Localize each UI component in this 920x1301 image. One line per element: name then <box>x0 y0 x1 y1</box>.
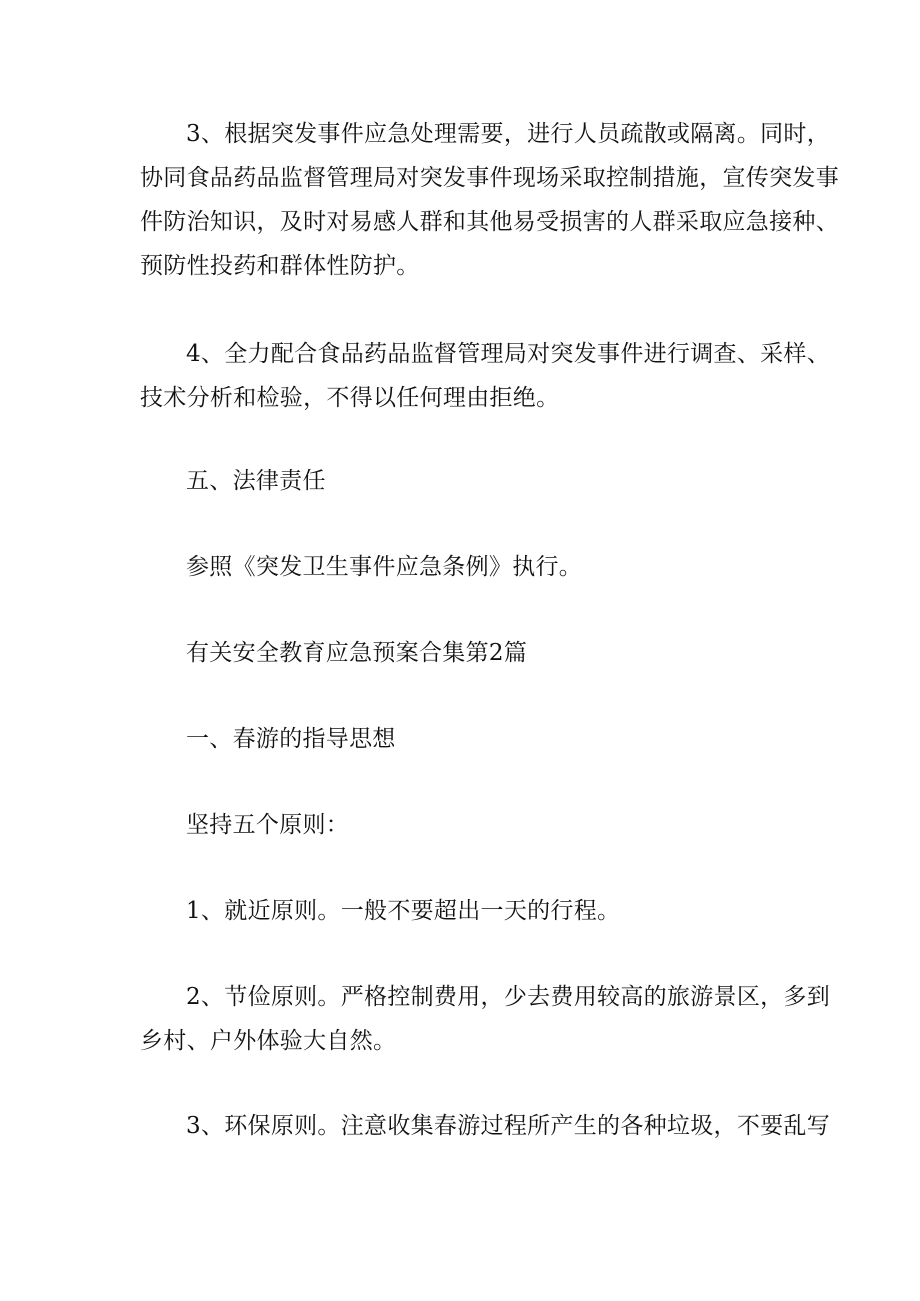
section-heading-spring: 一、春游的指导思想 <box>186 726 396 752</box>
text-line: 预防性投药和群体性防护。 <box>140 253 420 279</box>
text-line: 技术分析和检验，不得以任何理由拒绝。 <box>140 385 560 411</box>
text-line: 乡村、户外体验大自然。 <box>140 1028 397 1054</box>
text-line: 3、环保原则。注意收集春游过程所产生的各种垃圾，不要乱写 <box>186 1113 831 1139</box>
text-line: 3、根据突发事件应急处理需要，进行人员疏散或隔离。同时， <box>186 121 831 147</box>
section-heading-legal: 五、法律责任 <box>186 468 326 494</box>
text-line: 2、节俭原则。严格控制费用，少去费用较高的旅游景区，多到 <box>186 984 831 1010</box>
paragraph-near-principle: 1、就近原则。一般不要超出一天的行程。 <box>186 898 621 924</box>
text-line: 件防治知识，及时对易感人群和其他易受损害的人群采取应急接种、 <box>140 209 839 235</box>
paragraph-eco-principle <box>140 1104 831 1148</box>
paragraph-cooperation <box>140 332 831 420</box>
text-line: 4、全力配合食品药品监督管理局对突发事件进行调查、采样、 <box>186 341 831 367</box>
document-part-title: 有关安全教育应急预案合集第2篇 <box>186 640 528 666</box>
paragraph-evacuation <box>140 112 839 288</box>
paragraph-reference: 参照《突发卫生事件应急条例》执行。 <box>186 554 583 580</box>
paragraph-principles: 坚持五个原则： <box>186 812 350 838</box>
text-line: 协同食品药品监督管理局对突发事件现场采取控制措施，宣传突发事 <box>140 165 839 191</box>
paragraph-thrift-principle <box>140 975 831 1063</box>
